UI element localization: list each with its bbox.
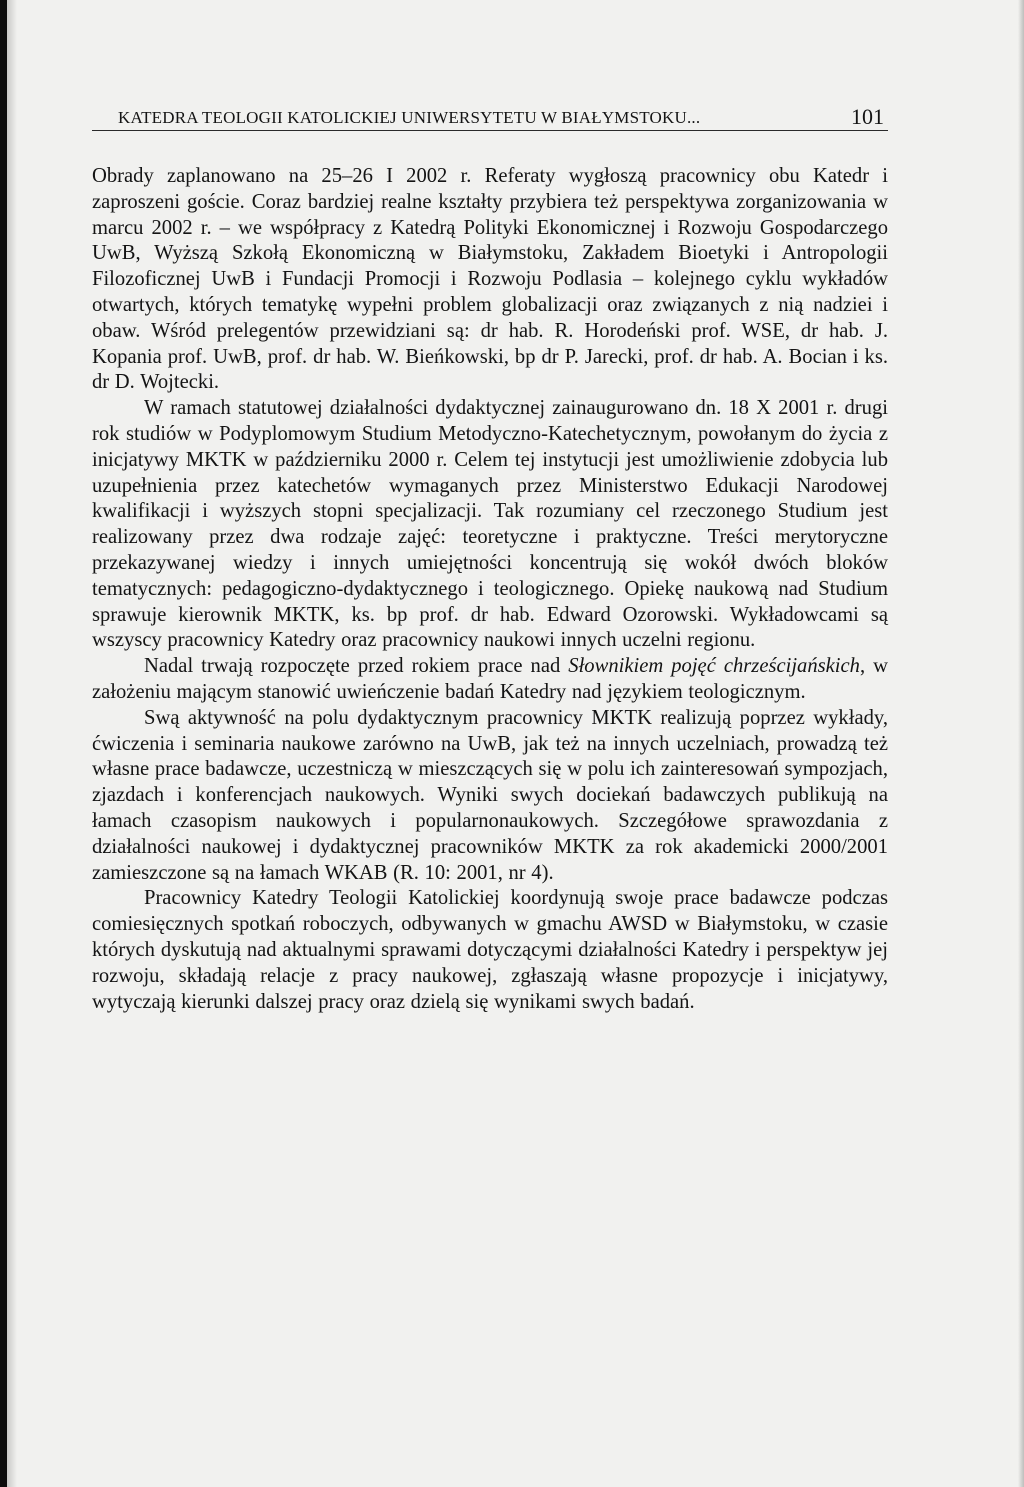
paragraph-4: Swą aktywność na polu dydaktycznym pracownicy MKTK realizują poprzez wykłady, ćwiczenia i seminaria naukowe zarówno na UwB, jak też na innych uczelniach, prowadzą też własne prace badawcze, uczestniczą w mieszczących się w polu ich zainteresowań sympozjach, zjazdach i konferencjach naukowych. Wyniki swych dociekań badawczych publikują na łamach czasopism naukowych i popularnonaukowych. Szczegółowe sprawozdania z działalności naukowej i dydaktycznej pracowników MKTK za rok akademicki 2000/2001 zamieszczone są na łamach WKAB (R. 10: 2001, nr 4). [92, 706, 888, 884]
paragraph-2: W ramach statutowej działalności dydaktycznej zainaugurowano dn. 18 X 2001 r. drugi rok studiów w Podyplomowym Studium Metodyczno-Katechetycznym, powołanym do życia z inicjatywy MKTK w październiku 2000 r. Celem tej instytucji jest umożliwienie zdobycia lub uzupełnienia przez katechetów wymaganych przez Ministerstwo Edukacji Narodowej kwalifikacji i wyższych stopni specjalizacji. Tak rozumiany cel rzeczonego Studium jest realizowany przez dwa rodzaje zajęć: teoretyczne i praktyczne. Treści merytoryczne przekazywanej wiedzy i innych umiejętności koncentrują się wokół dwóch bloków tematycznych: pedagogiczno-dydaktycznego i teologicznego. Opiekę naukową nad Studium sprawuje kierownik MKTK, ks. bp prof. dr hab. Edward Ozorowski. Wykładowcami są wszyscy pracownicy Katedry oraz pracownicy naukowi innych uczelni regionu. [92, 397, 888, 652]
running-title: KATEDRA TEOLOGII KATOLICKIEJ UNIWERSYTETU W BIAŁYMSTOKU... [118, 108, 701, 127]
scan-right-edge [1018, 0, 1024, 1487]
running-header [92, 98, 888, 131]
paragraph-3-lead: Nadal trwają rozpoczęte przed rokiem prace nad [144, 655, 569, 678]
paragraph-5: Pracownicy Katedry Teologii Katolickiej koordynują swoje prace badawcze podczas comiesięcznych spotkań roboczych, odbywanych w gmachu AWSD w Białymstoku, w czasie których dyskutują nad aktualnymi sprawami dotyczącymi działalności Katedry i perspektyw jej rozwoju, składają relacje z pracy naukowej, zgłaszają własne propozycje i inicjatywy, wytyczają kierunki dalszej pracy oraz dzielą się wynikami swych badań. [92, 887, 888, 1013]
article-body [92, 164, 888, 1015]
dictionary-title: Słownikiem pojęć chrześcijańskich [568, 655, 860, 678]
paragraph-1: Obrady zaplanowano na 25–26 I 2002 r. Referaty wygłoszą pracownicy obu Katedr i zaproszeni goście. Coraz bardziej realne kształty przybiera też perspektywa zorganizowania w marcu 2002 r. – we współpracy z Katedrą Polityki Ekonomicznej i Rozwoju Gospodarczego UwB, Wyższą Szkołą Ekonomiczną w Białymstoku, Zakładem Bioetyki i Antropologii Filozoficznej UwB i Fundacji Promocji i Rozwoju Podlasia – kolejnego cyklu wykładów otwartych, których tematykę wypełni problem globalizacji oraz związanych z nią nadziei i obaw. Wśród prelegentów przewidziani są: dr hab. R. Horodeński prof. WSE, dr hab. J. Kopania prof. UwB, prof. dr hab. W. Bieńkowski, bp dr P. Jarecki, prof. dr hab. A. Bocian i ks. dr D. Wojtecki. [92, 165, 888, 394]
paragraph-3-tail: , w założeniu mającym stanowić uwieńczenie badań Katedry nad językiem teologicznym. [92, 655, 889, 703]
scan-binding-edge [0, 0, 7, 1487]
page-number: 101 [851, 104, 884, 129]
paragraph-3 [92, 654, 888, 706]
scan-shadow [7, 0, 17, 1487]
